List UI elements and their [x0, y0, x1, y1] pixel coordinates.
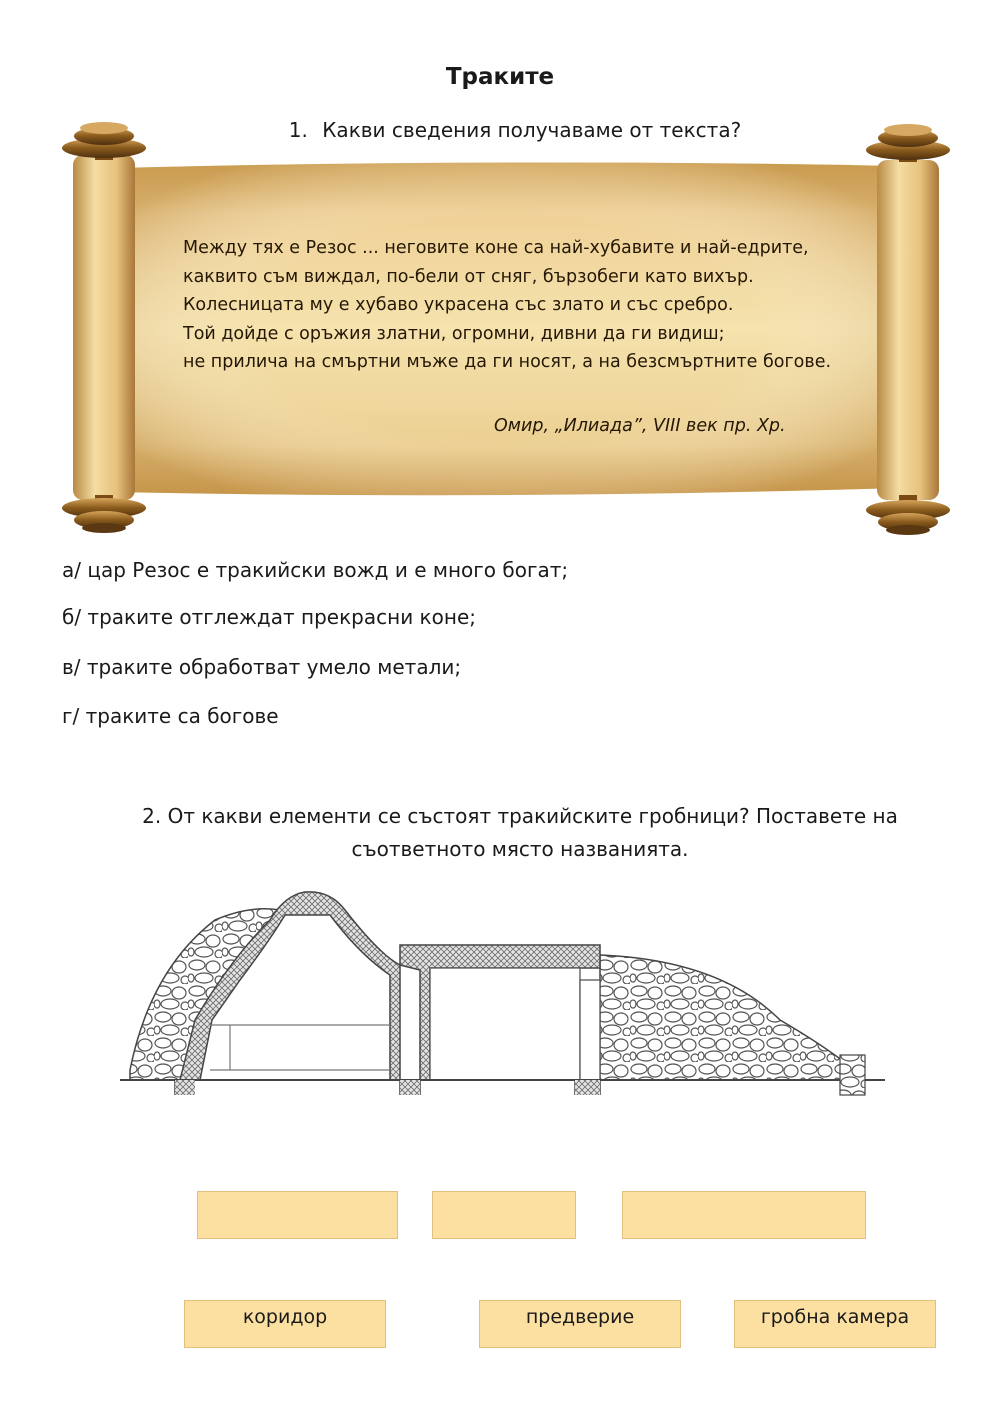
drop-zone-2[interactable] — [432, 1191, 576, 1239]
drop-zone-1[interactable] — [197, 1191, 398, 1239]
answer-option-a[interactable]: а/ цар Резос е тракийски вожд и е много богат; — [62, 558, 569, 582]
quote-line: не прилича на смъртни мъже да ги носят, а на безсмъртните богове. — [183, 352, 832, 372]
quote-line: Той дойде с оръжия златни, огромни, дивни да ги видиш; — [183, 323, 725, 344]
answer-option-c[interactable]: в/ траките обработват умело метали; — [62, 655, 462, 679]
scroll-quote — [183, 234, 903, 377]
thracian-tomb-diagram — [120, 880, 890, 1200]
answer-chip-antechamber[interactable]: предверие — [479, 1300, 681, 1348]
answer-chip-burial-chamber[interactable]: гробна камера — [734, 1300, 936, 1348]
question-2 — [110, 800, 930, 866]
answer-chip-corridor[interactable]: коридор — [184, 1300, 386, 1348]
question-2-text-line2: съответното място названията. — [351, 837, 689, 861]
question-2-number: 2. — [142, 804, 162, 828]
answer-option-b[interactable]: б/ траките отглеждат прекрасни коне; — [62, 605, 476, 629]
quote-citation: Омир, „Илиада”, VIII век пр. Хр. — [494, 416, 786, 436]
answer-option-d[interactable]: г/ траките са богове — [62, 704, 279, 728]
quote-line: Между тях е Резос ... неговите коне са най-хубавите и най-едрите, — [183, 238, 809, 258]
quote-line: Колесницата му е хубаво украсена със злато и със сребро. — [183, 295, 734, 315]
question-1-text: Какви сведения получаваме от текста? — [322, 118, 742, 142]
page-title: Траките — [445, 64, 555, 90]
question-1-number: 1. — [288, 118, 308, 142]
question-2-text-line1: От какви елементи се състоят тракийските гробници? Поставете на — [167, 804, 898, 828]
quote-line: каквито съм виждал, по-бели от сняг, бързобеги като вихър. — [183, 266, 754, 287]
drop-zone-3[interactable] — [622, 1191, 866, 1239]
